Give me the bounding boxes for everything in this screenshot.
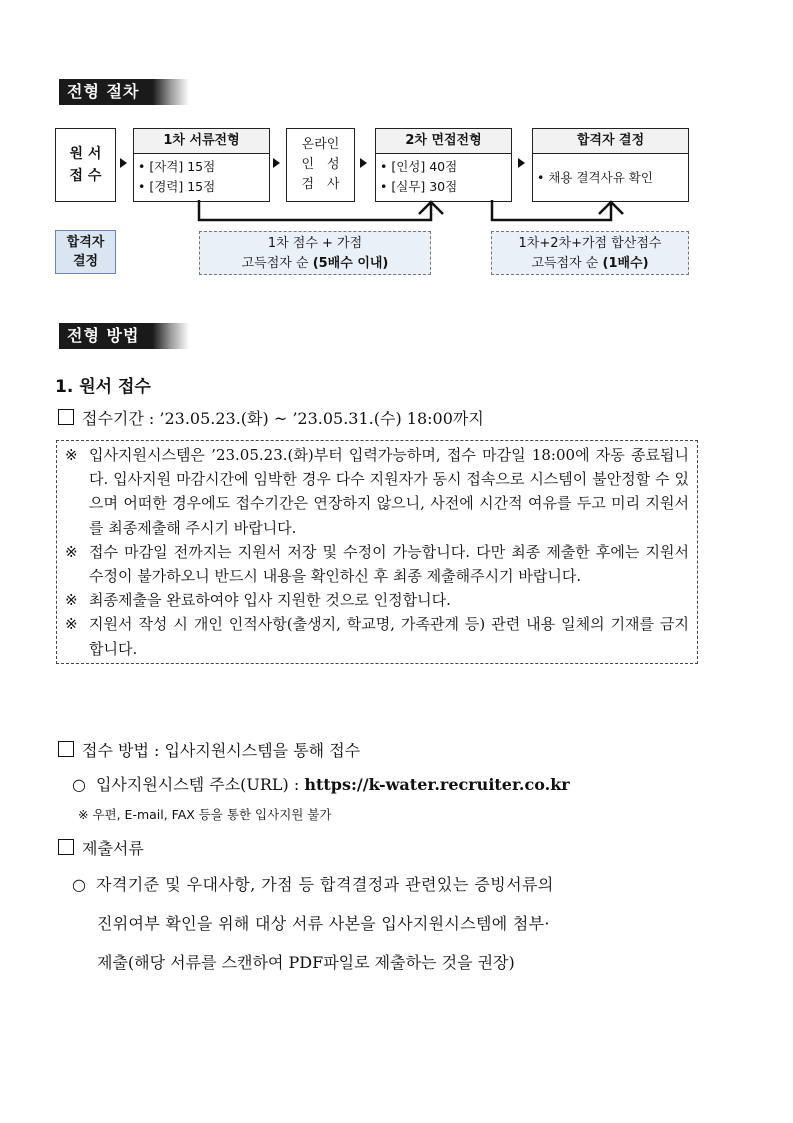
arrow-right-icon [360, 158, 367, 168]
circle-bullet-icon: ○ [72, 775, 86, 794]
application-period-text: 접수기간 : ’23.05.23.(화) ~ ’23.05.31.(수) 18:00까지 [82, 409, 484, 428]
step-personality-test [286, 128, 355, 202]
documents-line [72, 872, 554, 895]
notice-box [56, 440, 698, 664]
step-interview [375, 128, 512, 202]
note-mark: ※ [65, 591, 78, 610]
decision-label-box [55, 230, 116, 274]
step-final-decision-title: 합격자 결정 [533, 129, 688, 154]
recruit-url-link[interactable]: https://k-water.recruiter.co.kr [304, 775, 570, 794]
url-line [72, 772, 570, 795]
circle-bullet-icon: ○ [72, 875, 86, 894]
first-stage-criteria-prefix: 고득점자 순 [241, 256, 313, 271]
first-stage-criteria [199, 231, 431, 275]
documents-text: 제출(해당 서류를 스캔하여 PDF파일로 제출하는 것을 권장) [97, 953, 515, 972]
checkbox-square-icon [58, 839, 74, 855]
documents-line [97, 950, 515, 973]
final-stage-criteria [491, 231, 689, 275]
notice-item [65, 612, 689, 660]
notice-text: 접수 마감일 전까지는 지원서 저장 및 수정이 가능합니다. 다만 최종 제출한 후에는 지원서 수정이 불가하오니 반드시 내용을 확인하신 후 최종 제출해주시기 바랍니다. [89, 542, 689, 586]
section-title-procedure: 전형 절차 [59, 79, 189, 105]
step-document-screening-title: 1차 서류전형 [134, 129, 269, 154]
step-personality-test-label: 온라인 인 성 검 사 [301, 137, 340, 192]
step-interview-item: • [인성] 40점 [380, 159, 458, 174]
step-document-screening-item: • [경력] 15점 [138, 179, 216, 194]
application-period [58, 406, 484, 429]
url-prefix: 입사지원시스템 주소(URL) : [95, 775, 305, 794]
final-stage-criteria-line1: 1차+2차+가점 합산점수 [518, 236, 662, 251]
checkbox-square-icon [58, 409, 74, 425]
notice-text: 최종제출을 완료하여야 입사 지원한 것으로 인정합니다. [89, 591, 451, 610]
notice-text: 입사지원시스템은 ’23.05.23.(화)부터 입력가능하며, 접수 마감일 18:00에 자동 종료됩니다. 입사지원 마감시간에 임박한 경우 다수 지원자가 동시 접속으로 시스템이 불안정할 수 있으며 어떠한 경우에도 접수기간은 연장하지 않으니, 사전에 시간적 여유를 두고 미리 지원서를 최종제출해 주시기 바랍니다. [89, 446, 689, 537]
application-method [58, 738, 360, 761]
url-note: ※ 우편, E-mail, FAX 등을 통한 입사지원 불가 [78, 807, 332, 822]
step-document-screening [133, 128, 270, 202]
documents-title [58, 836, 144, 859]
step-application-label: 원 서 접 수 [69, 146, 102, 184]
first-stage-criteria-line1: 1차 점수 + 가점 [267, 236, 363, 251]
section-title-method: 전형 방법 [59, 323, 189, 349]
application-method-text: 접수 방법 : 입사지원시스템을 통해 접수 [82, 741, 361, 760]
checkbox-square-icon [58, 741, 74, 757]
documents-text: 진위여부 확인을 위해 대상 서류 사본을 입사지원시스템에 첨부· [97, 914, 550, 933]
arrow-right-icon [120, 158, 127, 168]
step-final-decision-item: • 채용 결격사유 확인 [537, 170, 653, 185]
arrow-right-icon [273, 158, 280, 168]
notice-item [65, 588, 689, 612]
notice-item [65, 540, 689, 588]
final-stage-criteria-prefix: 고득점자 순 [531, 256, 603, 271]
note-mark: ※ [65, 615, 78, 634]
connector-arrows-icon [190, 198, 700, 228]
documents-text: 자격기준 및 우대사항, 가점 등 합격결정과 관련있는 증빙서류의 [95, 875, 554, 894]
step-interview-item: • [실무] 30점 [380, 179, 458, 194]
documents-title-text: 제출서류 [82, 839, 144, 858]
heading-application-receipt: 1. 원서 접수 [55, 377, 151, 397]
documents-line [97, 911, 550, 934]
step-document-screening-item: • [자격] 15점 [138, 159, 216, 174]
step-interview-title: 2차 면접전형 [376, 129, 511, 154]
arrow-right-icon [518, 158, 525, 168]
final-stage-criteria-bold: (1배수) [602, 256, 649, 271]
first-stage-criteria-bold: (5배수 이내) [312, 256, 389, 271]
decision-label: 합격자 결정 [66, 235, 105, 269]
notice-item [65, 443, 689, 540]
notice-text: 지원서 작성 시 개인 인적사항(출생지, 학교명, 가족관계 등) 관련 내용 일체의 기재를 금지합니다. [89, 615, 689, 658]
step-application [55, 128, 116, 202]
note-mark: ※ [65, 542, 78, 561]
step-final-decision [532, 128, 689, 202]
note-mark: ※ [65, 446, 78, 464]
